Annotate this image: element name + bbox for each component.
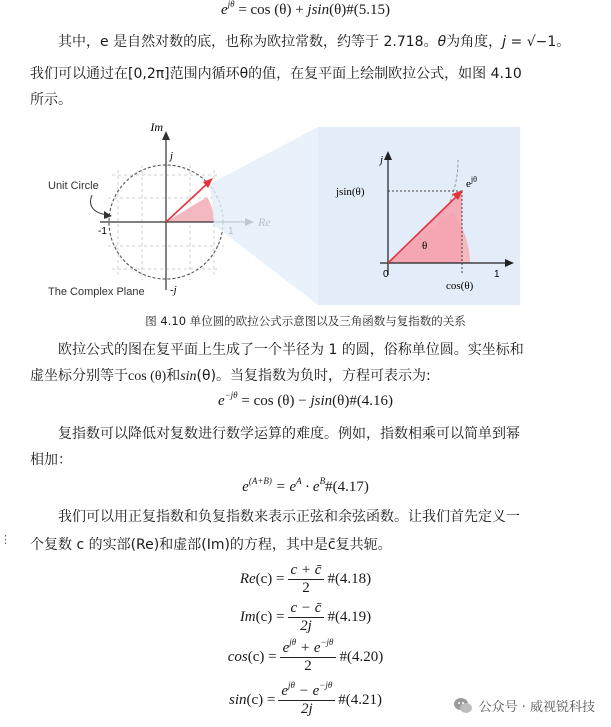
eq420-num-b-sup: −jθ <box>320 637 334 647</box>
eq417-dot: · e <box>301 479 320 495</box>
eq417-tag: #(4.17) <box>325 479 369 495</box>
para1-j: j <box>502 34 507 50</box>
label-neg-j: -j <box>170 284 177 296</box>
eq417-sup-b: B <box>319 476 326 486</box>
para2-text-a: 虚坐标分别等于 <box>30 368 128 384</box>
watermark <box>453 696 595 715</box>
label-e: $e^{j\theta}$ <box>466 175 477 190</box>
label-im: Im <box>150 120 163 134</box>
label-neg-1: -1 <box>98 226 107 237</box>
eq419-fn: Im <box>239 609 256 625</box>
eq-rhs: = cos (θ) + <box>234 2 308 18</box>
eq419-fraction <box>288 600 325 635</box>
eq416-jsin: jsin <box>310 393 333 409</box>
equation-4-18 <box>0 562 611 597</box>
equation-4-19 <box>0 600 611 635</box>
eq421-num-b-sup: −jθ <box>319 680 333 690</box>
label-cos: cos(θ) <box>446 280 474 292</box>
paragraph-4-line2: 个复数 c 的实部(Re)和虚部(Im)的方程，其中是c̄复共轭。 <box>30 537 392 553</box>
eq421-num-a-sup: jθ <box>288 680 295 690</box>
eq-jsin: jsin <box>307 2 330 18</box>
eq416-tag: (θ)#(4.16) <box>332 393 394 409</box>
eq421-num <box>278 680 335 701</box>
eq421-tag: #(4.21) <box>338 692 382 708</box>
eq416-lhs: e <box>217 393 225 409</box>
eq421-den: 2j <box>300 701 313 717</box>
figure-4-10 <box>0 115 611 310</box>
eq416-rhs: = cos (θ) − <box>237 393 311 409</box>
eq418-arg: (c) = <box>255 571 285 587</box>
eq418-den: 2 <box>302 580 310 596</box>
eq419-den: 2j <box>300 618 312 634</box>
para1-text-b: 为角度， <box>446 34 503 50</box>
equation-4-16 <box>0 390 611 410</box>
right-label-j: j <box>380 154 384 166</box>
watermark-text: 公众号 · 威视锐科技 <box>478 700 595 715</box>
paragraph-3: 复指数可以降低对复数进行数学运算的难度。例如，指数相乘可以简单到幂 <box>58 426 520 442</box>
eq420-num <box>280 637 337 658</box>
eq419-arg: (c) = <box>255 609 285 625</box>
zoom-panel <box>318 127 520 305</box>
eq417-lhs-sup: (A+B) <box>248 476 272 486</box>
imag-axis-arrow <box>162 131 170 140</box>
eq419-tag: #(4.19) <box>327 609 372 625</box>
label-theta: θ <box>422 240 428 252</box>
eq416-sup: −jθ <box>224 390 238 400</box>
para1-text-a: 其中，e 是自然对数的底，也称为欧拉常数，约等于 2.718。 <box>58 34 438 50</box>
eq420-fn: cos <box>227 649 248 665</box>
equation-5-15 <box>0 2 611 19</box>
eq420-num-a: e <box>282 640 290 656</box>
paragraph-1-line2: 我们可以通过在[0,2π]范围内循环θ的值，在复平面上绘制欧拉公式，如图 4.10 <box>30 66 522 82</box>
eq418-fraction <box>288 562 325 597</box>
eq419-num: c − c̄ <box>288 600 325 618</box>
para2-cos: cos (θ) <box>128 369 167 384</box>
eq420-tag: #(4.20) <box>339 649 384 665</box>
paragraph-1 <box>30 30 590 55</box>
eq420-num-a-sup: jθ <box>289 637 297 647</box>
paragraph-3-line2: 相加： <box>30 452 72 468</box>
wechat-icon <box>453 697 473 715</box>
eq420-num-op: + e <box>296 640 321 656</box>
eq417-sup-a: A <box>296 476 302 486</box>
label-jsin: jsin(θ) <box>336 186 365 198</box>
eq420-arg: (c) = <box>247 649 277 665</box>
eq-lhs-sup: jθ <box>227 0 235 9</box>
paragraph-2-line2 <box>30 364 590 389</box>
equation-4-20 <box>0 637 611 675</box>
label-unit-circle: Unit Circle <box>48 180 99 192</box>
eq421-num-a: e <box>281 683 289 699</box>
margin-dots: ⋮ <box>0 533 11 546</box>
zoom-connector <box>210 127 318 305</box>
paragraph-2: 欧拉公式的图在复平面上生成了一个半径为 1 的圆，俗称单位圆。实坐标和 <box>58 342 524 358</box>
para2-text-b: 和 <box>166 368 181 384</box>
right-label-0: 0 <box>383 269 389 280</box>
label-complex-plane: The Complex Plane <box>48 286 145 298</box>
equation-4-17 <box>0 476 611 496</box>
eq-tag: (θ)#(5.15) <box>329 2 391 18</box>
eq417-mid: = e <box>271 479 297 495</box>
eq421-num-op: − e <box>294 683 320 699</box>
para2-sin: sin <box>180 369 197 384</box>
eq420-fraction <box>280 637 337 675</box>
para1-theta: θ <box>437 34 447 50</box>
eq418-fn: Re <box>239 571 256 587</box>
eq417-lhs: e <box>242 479 249 495</box>
paragraph-1-line3: 所示。 <box>30 92 72 108</box>
eq-lhs: e <box>220 2 228 18</box>
eq421-fn: sin <box>229 692 247 708</box>
paragraph-4: 我们可以用正复指数和负复指数来表示正弦和余弦函数。让我们首先定义一 <box>58 509 520 525</box>
eq421-fraction <box>278 680 335 718</box>
eq418-tag: #(4.18) <box>327 571 372 587</box>
para2-text-c: (θ)。当复指数为负时，方程可表示为: <box>196 368 431 384</box>
label-j: j <box>170 150 174 162</box>
unit-circle-pointer-arrow <box>104 211 112 219</box>
eq421-arg: (c) = <box>246 692 276 708</box>
para1-text-c: = √−1。 <box>506 34 571 50</box>
figure-caption: 图 4.10 单位圆的欧拉公式示意图以及三角函数与复指数的关系 <box>145 314 466 328</box>
eq418-num: c + c̄ <box>288 562 325 580</box>
eq420-den: 2 <box>304 658 312 674</box>
right-label-1: 1 <box>494 269 500 280</box>
